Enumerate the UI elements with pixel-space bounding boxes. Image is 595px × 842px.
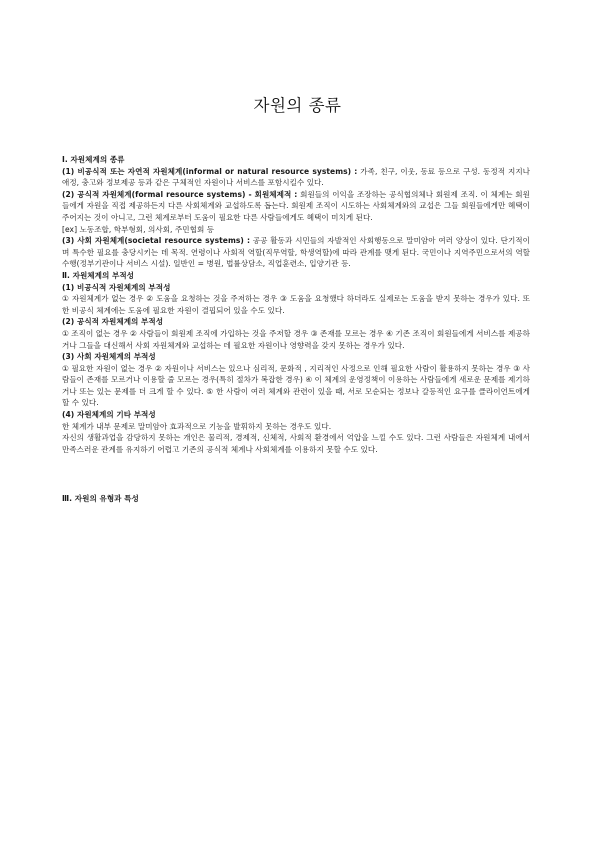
paragraph-text: 회원들의 이익을 조장하는 공식협의체나 회원제 조직. 이 체계는 회원들에게 자원을 직접 제공하든지 다른 사회체계와 교섭하도록 돕는다. 회원제 조직이 시도하는 사회체계와의 교섭은 그들 회원들에게만 혜택이 주어지는 것이 아니고, 그런 체계로부터 도움이 필요한 다른 사람들에게도 혜택이 미치게 된다. xyxy=(62,189,530,222)
paragraph: [ex] 노동조합, 학부형회, 의사회, 주민협회 등 xyxy=(62,224,215,234)
document-body xyxy=(62,154,530,505)
paragraph-lead: (3) 사회 자원체계(societal resource systems) : xyxy=(62,236,251,246)
paragraph: ① 필요한 자원이 없는 경우 ② 자원이나 서비스는 있으나 심리적, 문화적 , 지리적인 사정으로 인해 필요한 사람이 활용하지 못하는 경우 ③ 사람들이 존재를 모르거나 이용할 줄 모르는 경우(특히 절차가 복잡한 경우) ④ 이 체계의 운영정책이 이용하는 사람들에게 새로운 문제를 제기하거나 또는 있는 문제를 더 크게 할 수 있다. ⑤ 한 사람이 여러 체계와 관련이 있을 때, 서로 모순되는 정보나 갈등적인 요구를 클라이언트에게 할 수 있다. xyxy=(62,363,530,408)
paragraph-lead: (2) 공식적 자원체계(formal resource systems) - 회원체제적 : xyxy=(62,189,298,199)
paragraph-text: 가족, 친구, 이웃, 동료 등으로 구성. 동정적 지지나 애정, 충고와 정보제공 등과 같은 구체적인 자원이나 서비스를 포함시킬수 있다. xyxy=(62,166,531,188)
section-heading: (4) 자원체계의 기타 부적성 xyxy=(62,410,156,420)
section-heading: Ⅲ. 자원의 유형과 특성 xyxy=(62,494,139,504)
paragraph: ① 조직이 없는 경우 ② 사람들이 회원제 조직에 가입하는 것을 주저할 경우 ③ 존재를 모르는 경우 ④ 기존 조직이 회원들에게 서비스를 제공하거나 그들을 대신해서 사회 자원체계와 교섭하는 데 필요한 자원이나 영향력을 갖지 못하는 경우가 있다. xyxy=(62,328,530,350)
section-heading: (1) 비공식적 자원체계의 부적성 xyxy=(62,282,171,292)
paragraph-text: 공공 활동과 시민들의 자발적인 사회행동으로 말미암아 여러 양상이 있다. 단기적이며 특수한 필요를 충당시키는 데 목적. 연령이나 사회적 역할(직무역할, 학생역할)에 따라 관계를 맺게 된다. 국민이나 지역주민으로서의 역할수행(정부기관이나 서비스 시설). 일반인 = 병원, 법률상담소, 직업훈련소, 입양기관 등. xyxy=(62,236,530,269)
section-spacer xyxy=(62,455,530,493)
paragraph xyxy=(62,235,530,270)
paragraph xyxy=(62,166,530,189)
section-heading: Ⅰ. 자원체계의 종류 xyxy=(62,155,125,164)
document-title: 자원의 종류 xyxy=(253,96,342,115)
section-heading: (3) 사회 자원체계의 부적성 xyxy=(62,352,156,362)
section-heading: (2) 공식적 자원체계의 부적성 xyxy=(62,317,164,327)
paragraph: ① 자원체계가 없는 경우 ② 도움을 요청하는 것을 주저하는 경우 ③ 도움을 요청했다 하더라도 실제로는 도움을 받지 못하는 경우가 있다. 또한 비공식 체계에는 도움에 필요한 자원이 결핍되어 있을 수도 있다. xyxy=(62,294,530,315)
paragraph: 한 체계가 내부 문제로 말미암아 효과적으로 기능을 발휘하지 못하는 경우도 있다. xyxy=(62,421,332,431)
paragraph: 자신의 생활과업을 감당하지 못하는 개인은 물리적, 경제적, 신체적, 사회적 환경에서 억압을 느낄 수도 있다. 그런 사람들은 자원체계 내에서 만족스러운 관계를 유지하기 어렵고 기존의 공식적 체계나 사회체계를 이용하지 못할 수도 있다. xyxy=(62,433,531,454)
paragraph xyxy=(62,189,530,224)
paragraph-lead: (1) 비공식적 또는 자연적 자원체계(informal or natural resource systems) : xyxy=(62,166,358,176)
section-heading: Ⅱ. 자원체계의 부적성 xyxy=(62,270,135,280)
